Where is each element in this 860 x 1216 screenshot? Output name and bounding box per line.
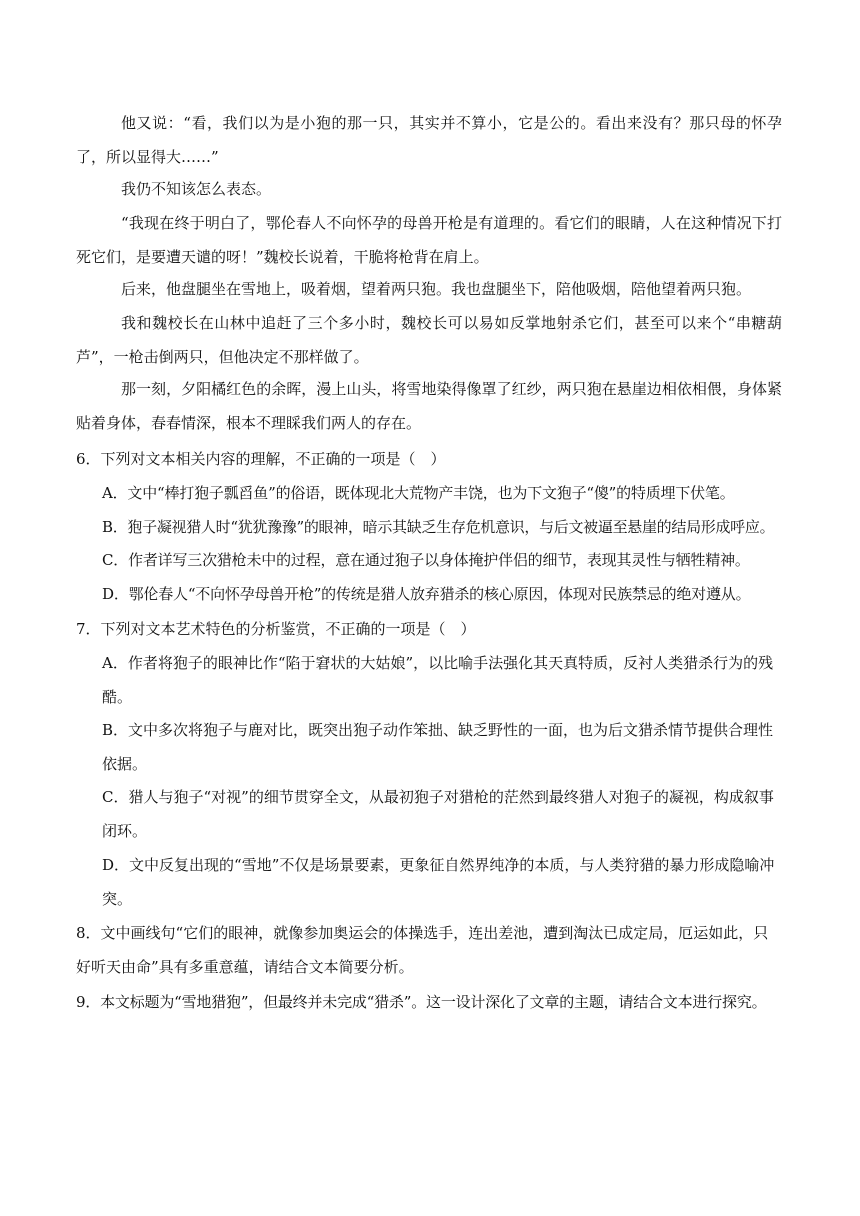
passage-paragraph: 我和魏校长在山林中追赶了三个多小时，魏校长可以易如反掌地射杀它们，甚至可以来个“串糖葫芦”，一枪击倒两只，但他决定不那样做了。 — [76, 314, 782, 366]
question-6-option-d: D．鄂伦春人“不向怀孕母兽开枪”的传统是猎人放弃猎杀的核心原因，体现对民族禁忌的绝对遵从。 — [102, 585, 751, 603]
passage-paragraph: 那一刻，夕阳橘红色的余晖，漫上山头，将雪地染得像罩了红纱，两只狍在悬崖边相依相偎，身体紧贴着身体，春春情深，根本不理睬我们两人的存在。 — [76, 380, 782, 432]
question-7-option-a: A．作者将狍子的眼神比作“陷于窘状的大姑娘”，以比喻手法强化其天真特质，反衬人类猎杀行为的残酷。 — [102, 654, 774, 706]
question-7-stem: 7．下列对文本艺术特色的分析鉴赏，不正确的一项是（ ） — [76, 620, 476, 638]
passage-paragraph: 后来，他盘腿坐在雪地上，吸着烟，望着两只狍。我也盘腿坐下，陪他吸烟，陪他望着两只狍。 — [121, 280, 752, 298]
question-8: 8．文中画线句“它们的眼神，就像参加奥运会的体操选手，连出差池，遭到淘汰已成定局，厄运如此，只好听天由命”具有多重意蕴，请结合文本简要分析。 — [76, 924, 769, 976]
passage-paragraph: 他又说：“看，我们以为是小狍的那一只，其实并不算小，它是公的。看出来没有？那只母的怀孕了，所以显得大……” — [76, 114, 782, 166]
passage-paragraph: 我仍不知该怎么表态。 — [121, 180, 272, 198]
question-6-option-c: C．作者详写三次猎枪未中的过程，意在通过狍子以身体掩护伴侣的细节，表现其灵性与牺牲精神。 — [102, 551, 750, 569]
question-6-option-b: B．狍子凝视猎人时“犹犹豫豫”的眼神，暗示其缺乏生存危机意识，与后文被逼至悬崖的结局形成呼应。 — [102, 518, 775, 536]
question-7-option-c: C．猎人与狍子“对视”的细节贯穿全文，从最初狍子对猎枪的茫然到最终猎人对狍子的凝视，构成叙事闭环。 — [102, 788, 774, 840]
question-9: 9．本文标题为“雪地猎狍”，但最终并未完成“猎杀”。这一设计深化了文章的主题，请结合文本进行探究。 — [76, 993, 767, 1011]
question-7-option-d: D．文中反复出现的“雪地”不仅是场景要素，更象征自然界纯净的本质，与人类狩猎的暴力形成隐喻冲突。 — [102, 856, 775, 908]
question-6-stem: 6．下列对文本相关内容的理解，不正确的一项是（ ） — [76, 450, 446, 468]
passage-paragraph: “我现在终于明白了，鄂伦春人不向怀孕的母兽开枪是有道理的。看它们的眼睛，人在这种情况下打死它们，是要遭天谴的呀！”魏校长说着，干脆将枪背在肩上。 — [76, 214, 782, 266]
question-6-option-a: A．文中“棒打狍子瓢舀鱼”的俗语，既体现北大荒物产丰饶，也为下文狍子“傻”的特质埋下伏笔。 — [102, 484, 735, 502]
question-7-option-b: B．文中多次将狍子与鹿对比，既突出狍子动作笨拙、缺乏野性的一面，也为后文猎杀情节提供合理性依据。 — [102, 721, 774, 773]
